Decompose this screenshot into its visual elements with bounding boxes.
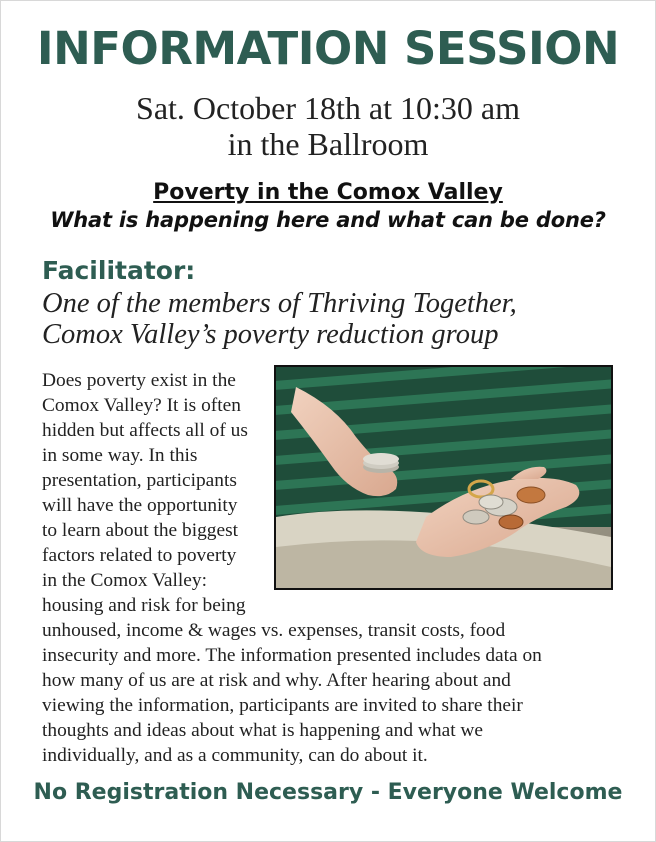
page-title: INFORMATION SESSION bbox=[36, 22, 620, 75]
topic-subtitle: What is happening here and what can be done? bbox=[50, 208, 606, 232]
body-paragraph bbox=[42, 368, 622, 768]
facilitator-line: One of the members of Thriving Together, bbox=[42, 288, 517, 319]
facilitator-description bbox=[42, 288, 642, 350]
topic-title: Poverty in the Comox Valley bbox=[153, 180, 503, 205]
body-line: insecurity and more. The information presented includes data on bbox=[42, 645, 542, 666]
body-line: hidden but affects all of us bbox=[42, 420, 248, 441]
body-line: in the Comox Valley: bbox=[42, 570, 207, 591]
body-line: to learn about the biggest bbox=[42, 520, 239, 541]
facilitator-line: Comox Valley’s poverty reduction group bbox=[42, 319, 499, 350]
body-line: how many of us are at risk and why. After hearing about and bbox=[42, 670, 511, 691]
topic-block bbox=[0, 180, 656, 234]
event-date-location bbox=[0, 90, 656, 162]
event-date: Sat. October 18th at 10:30 am bbox=[136, 90, 520, 126]
body-line: factors related to poverty bbox=[42, 545, 237, 566]
body-line: presentation, participants bbox=[42, 470, 237, 491]
event-location: in the Ballroom bbox=[227, 126, 429, 162]
body-line: individually, and as a community, can do about it. bbox=[42, 745, 428, 766]
footer-note: No Registration Necessary - Everyone Welcome bbox=[33, 780, 623, 805]
body-line: thoughts and ideas about what is happening and what we bbox=[42, 720, 484, 741]
facilitator-label: Facilitator: bbox=[42, 256, 196, 285]
body-line: housing and risk for being bbox=[42, 595, 246, 616]
body-line: Does poverty exist in the bbox=[42, 370, 236, 391]
body-line: unhoused, income & wages vs. expenses, transit costs, food bbox=[42, 620, 506, 641]
body-line: in some way. In this bbox=[42, 445, 198, 466]
body-line: Comox Valley? It is often bbox=[42, 395, 241, 416]
body-line: will have the opportunity bbox=[42, 495, 238, 516]
body-line: viewing the information, participants are invited to share their bbox=[42, 695, 523, 716]
